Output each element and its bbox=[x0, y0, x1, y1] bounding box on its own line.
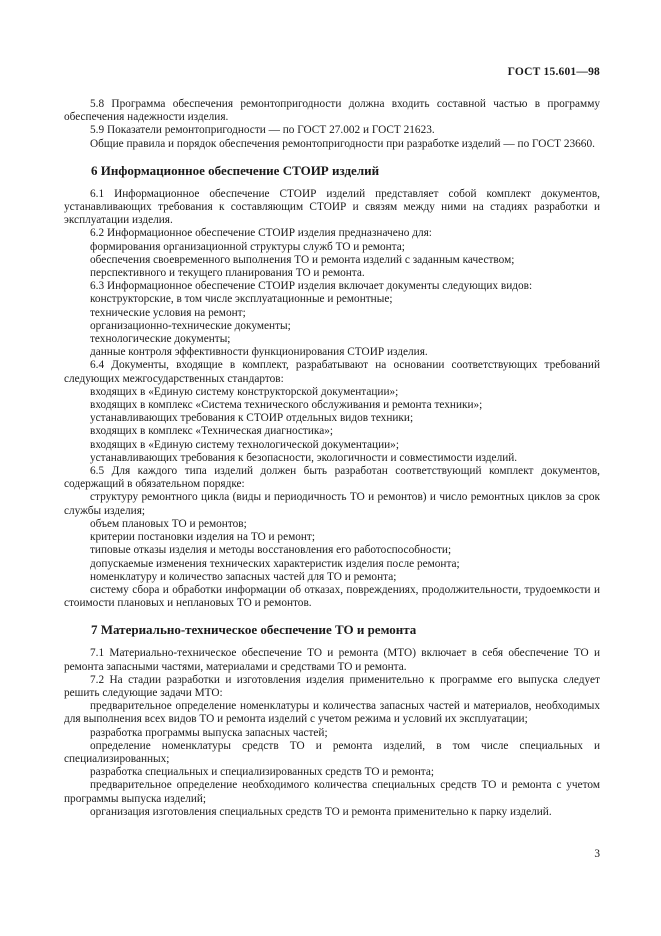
list-item: структуру ремонтного цикла (виды и периодичность ТО и ремонтов) и число ремонтных циклов за срок службы изделия; bbox=[64, 491, 600, 517]
section-7-title: 7 Материально-техническое обеспечение ТО и ремонта bbox=[91, 622, 417, 638]
list-item: устанавливающих требования к СТОИР отдельных видов техники; bbox=[90, 412, 414, 425]
list-item: систему сбора и обработки информации об отказах, повреждениях, продолжительности, трудоемкости и стоимости плановых и неплановых ТО и ремонтов. bbox=[64, 583, 600, 610]
list-item: технические условия на ремонт; bbox=[90, 306, 246, 319]
list-item: критерии постановки изделия на ТО и ремонт; bbox=[90, 531, 315, 544]
list-item: входящих в комплекс «Система технического обслуживания и ремонта техники»; bbox=[90, 399, 483, 412]
list-item: входящих в «Единую систему технологической документации»; bbox=[90, 438, 399, 451]
paragraph-5-8: 5.8 Программа обеспечения ремонтопригодности должна входить составной частью в программу обеспечения надежности изделия. bbox=[64, 98, 600, 124]
list-item: обеспечения своевременного выполнения ТО и ремонта изделий с заданным качеством; bbox=[90, 253, 515, 266]
list-item: разработка специальных и специализированных средств ТО и ремонта; bbox=[90, 766, 435, 779]
list-item: определение номенклатуры средств ТО и ремонта изделий, в том числе специальных и специализированных; bbox=[64, 739, 600, 765]
paragraph-6-4: 6.4 Документы, входящие в комплект, разрабатывают на основании соответствующих требований следующих межгосударственных стандартов: bbox=[64, 359, 600, 385]
paragraph-7-1: 7.1 Материально-техническое обеспечение ТО и ремонта (МТО) включает в себя обеспечение ТО и ремонта запасными частями, материалами и средствами ТО и ремонта. bbox=[64, 647, 600, 673]
section-7 bbox=[64, 622, 600, 819]
paragraph-6-5: 6.5 Для каждого типа изделий должен быть разработан соответствующий комплект документов, содержащий в обязательном порядке: bbox=[64, 465, 600, 491]
list-item: предварительное определение номенклатуры и количества запасных частей и материалов, необходимых для выполнения всех видов ТО и ремонта изделий с учетом режима и условий их эксплуатации; bbox=[64, 700, 600, 726]
list-item: конструкторские, в том числе эксплуатационные и ремонтные; bbox=[90, 293, 393, 306]
list-item: организация изготовления специальных средств ТО и ремонта применительно к парку изделий. bbox=[90, 805, 552, 818]
paragraph-5-9: 5.9 Показатели ремонтопригодности — по ГОСТ 27.002 и ГОСТ 21623. bbox=[90, 124, 435, 137]
list-item: разработка программы выпуска запасных частей; bbox=[90, 726, 328, 739]
paragraph-6-1: 6.1 Информационное обеспечение СТОИР изделий представляет собой комплект документов, устанавливающих требования к составляющим СТОИР и связям между ними на стадиях разработки и эксплуатации изделия. bbox=[64, 187, 600, 227]
list-item: объем плановых ТО и ремонтов; bbox=[90, 517, 247, 530]
list-item: технологические документы; bbox=[90, 333, 231, 346]
list-item: формирования организационной структуры служб ТО и ремонта; bbox=[90, 240, 405, 253]
paragraph-general-rules: Общие правила и порядок обеспечения ремонтопригодности при разработке изделий — по ГОСТ 23660. bbox=[90, 137, 595, 150]
list-item: номенклатуру и количество запасных частей для ТО и ремонта; bbox=[90, 570, 397, 583]
paragraph-7-2: 7.2 На стадии разработки и изготовления изделия применительно к программе его выпуска следует решить следующие задачи МТО: bbox=[64, 673, 600, 699]
list-item: данные контроля эффективности функционирования СТОИР изделия. bbox=[90, 346, 428, 359]
list-item: входящих в комплекс «Техническая диагностика»; bbox=[90, 425, 334, 438]
list-item: предварительное определение необходимого количества специальных средств ТО и ремонта с учетом программы выпуска изделий; bbox=[64, 779, 600, 805]
section-6-title: 6 Информационное обеспечение СТОИР изделий bbox=[91, 162, 380, 178]
list-item: устанавливающих требования к безопасности, экологичности и совместимости изделий. bbox=[90, 451, 518, 464]
list-item: типовые отказы изделия и методы восстановления его работоспособности; bbox=[90, 544, 452, 557]
document-body bbox=[64, 98, 600, 819]
page-number: 3 bbox=[594, 848, 600, 860]
paragraph-6-3: 6.3 Информационное обеспечение СТОИР изделия включает документы следующих видов: bbox=[90, 280, 533, 293]
list-item: допускаемые изменения технических характеристик изделия после ремонта; bbox=[90, 557, 460, 570]
document-code-header: ГОСТ 15.601—98 bbox=[507, 66, 600, 78]
paragraph-6-2: 6.2 Информационное обеспечение СТОИР изделия предназначено для: bbox=[90, 227, 432, 240]
list-item: организационно-технические документы; bbox=[90, 319, 291, 332]
section-5-continuation bbox=[64, 98, 600, 151]
section-6 bbox=[64, 163, 600, 611]
list-item: входящих в «Единую систему конструкторской документации»; bbox=[90, 385, 399, 398]
list-item: перспективного и текущего планирования ТО и ремонта. bbox=[90, 267, 365, 280]
